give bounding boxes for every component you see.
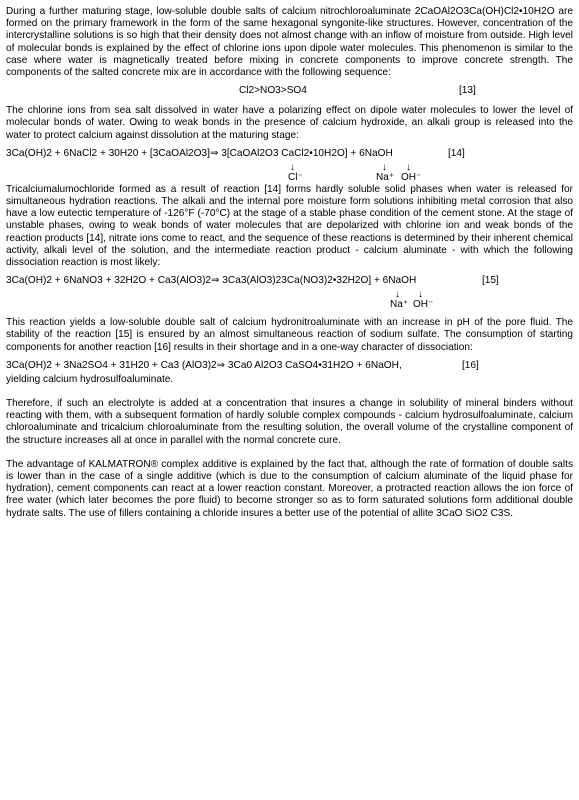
paragraph-tricalcium: Tricalciumalumochloride formed as a result of reaction [14] forms hardly soluble solid phases when water is released for simultaneous hydration reactions. The alkali and the internal pore moisture form solutions inhibiting metal corrosion that also have a low eutectic temperature of -126°F (-70°C) at the stage of a stable phase condition of the cement stone. At the stage of unstable phases, owing to weak bonds of water molecules that are depolarized with chlorine ion and weak bonds of the reaction products [14], nitrate ions come to react, and the sequence of these reactions is determined by their inherent chemical activity, alkali level of the solution, and the intermediate reaction product - calcium aluminate - with which the following dissociation reaction is most likely:: [6, 183, 573, 269]
equation-15: [6, 275, 573, 289]
equation-14-ion: OH⁻: [401, 171, 422, 183]
equation-14-arrows: [6, 162, 573, 172]
equation-14: [6, 148, 573, 162]
equation-14-ion: Na⁺: [376, 171, 395, 183]
paragraph-electrolyte: Therefore, if such an electrolyte is added at a concentration that insures a change in solubility of mineral binders without reacting with them, with a subsequent formation of hardly soluble complex compounds - calcium hydrosulfoaluminate, calcium chloroaluminate and tricalcium chloroaluminate from the resulting solution, the overall volume of the crystalline component of the structure increases all at once in parallel with the normal concrete cure.: [6, 398, 573, 446]
document-page: [6, 6, 573, 520]
equation-15-ion: OH⁻: [413, 299, 434, 311]
equation-16-text: 3Ca(OH)2 + 3Na2SO4 + 31H20 + Ca3 (AlO3)2⇒ 3Ca0 Al2O3 CaSO4•31H2O + 6NaOH,: [6, 359, 402, 371]
equation-15-arrow: ↓: [418, 289, 423, 301]
paragraph-chlorine-ions: The chlorine ions from sea salt dissolved in water have a polarizing effect on dipole water molecules to lower the level of molecular bonds of water. Owing to weak bonds in the presence of calcium hydroxide, an alkali group is released into the water to protect calcium against dissolution at the maturing stage:: [6, 105, 573, 141]
equation-14-text: 3Ca(OH)2 + 6NaCl2 + 30H20 + [3CaOAl2O3]⇒ 3[CaOAl2O3 CaCl2•10H2O] + 6NaOH: [6, 147, 393, 159]
equation-13: [6, 85, 573, 99]
paragraph-kalmatron-advantage: The advantage of KALMATRON® complex additive is explained by the fact that, although the rate of formation of double salts is lower than in the case of a single additive (which is due to the consumption of calcium aluminate of the liquid phase for hydration), cement components can react at a lower reaction constant. Moreover, a protracted reaction allows the ion force of free water (which later becomes the pore fluid) to become stronger so as to form saturated solutions form additional double hydrate salts. The use of fillers containing a chloride insures a better use of the potential of allite 3CaO SiO2 C3S.: [6, 458, 573, 519]
equation-14-ions: [6, 172, 573, 184]
equation-15-ions: [6, 299, 573, 311]
equation-14-arrow: ↓: [382, 161, 387, 173]
equation-16-result: yielding calcium hydrosulfoaluminate.: [6, 373, 174, 385]
equation-14-number: [14]: [448, 147, 465, 159]
equation-14-arrow: ↓: [290, 161, 295, 173]
equation-15-ion: Na⁺: [390, 299, 409, 311]
equation-13-number: [13]: [459, 85, 476, 97]
equation-16-number: [16]: [462, 359, 479, 371]
equation-15-text: 3Ca(OH)2 + 6NaNO3 + 32H2O + Ca3(AlO3)2⇒ 3Ca3(AlO3)23Ca(NO3)2•32H2O] + 6NaOH: [6, 275, 417, 287]
equation-14-arrow: ↓: [406, 161, 411, 173]
equation-15-arrows: [6, 289, 573, 299]
equation-16: [6, 360, 573, 374]
paragraph-reaction-yields: This reaction yields a low-soluble double salt of calcium hydronitroaluminate with an increase in pH of the pore fluid. The stability of the reaction [15] is ensured by an almost simultaneous reaction of sodium sulfate. The consumption of starting components for another reaction [16] results in their shortage and in a one-way character of dissociation:: [6, 317, 573, 353]
paragraph-maturing-stage: During a further maturing stage, low-soluble double salts of calcium nitrochloroaluminate 2CaOAl2O3Ca(OH)Cl2•10H2O are formed on the primary framework in the form of the same hexagonal syngonite-like structures. However, concentration of the intercrystalline solutions is so high that their density does not almost change with an inflow of moisture from outside. High level of molecular bonds is explained by the effect of chlorine ions upon dipole water molecules. This phenomenon is similar to the case where water is magnetically treated before mixing in concrete components to improve concrete strength. The components of the salted concrete mix are in accordance with the following sequence:: [6, 6, 573, 79]
equation-13-text: Cl2>NO3>SO4: [239, 85, 307, 97]
equation-15-arrow: ↓: [395, 289, 400, 301]
equation-14-ion: Cl⁻: [288, 171, 303, 183]
equation-15-number: [15]: [482, 275, 499, 287]
